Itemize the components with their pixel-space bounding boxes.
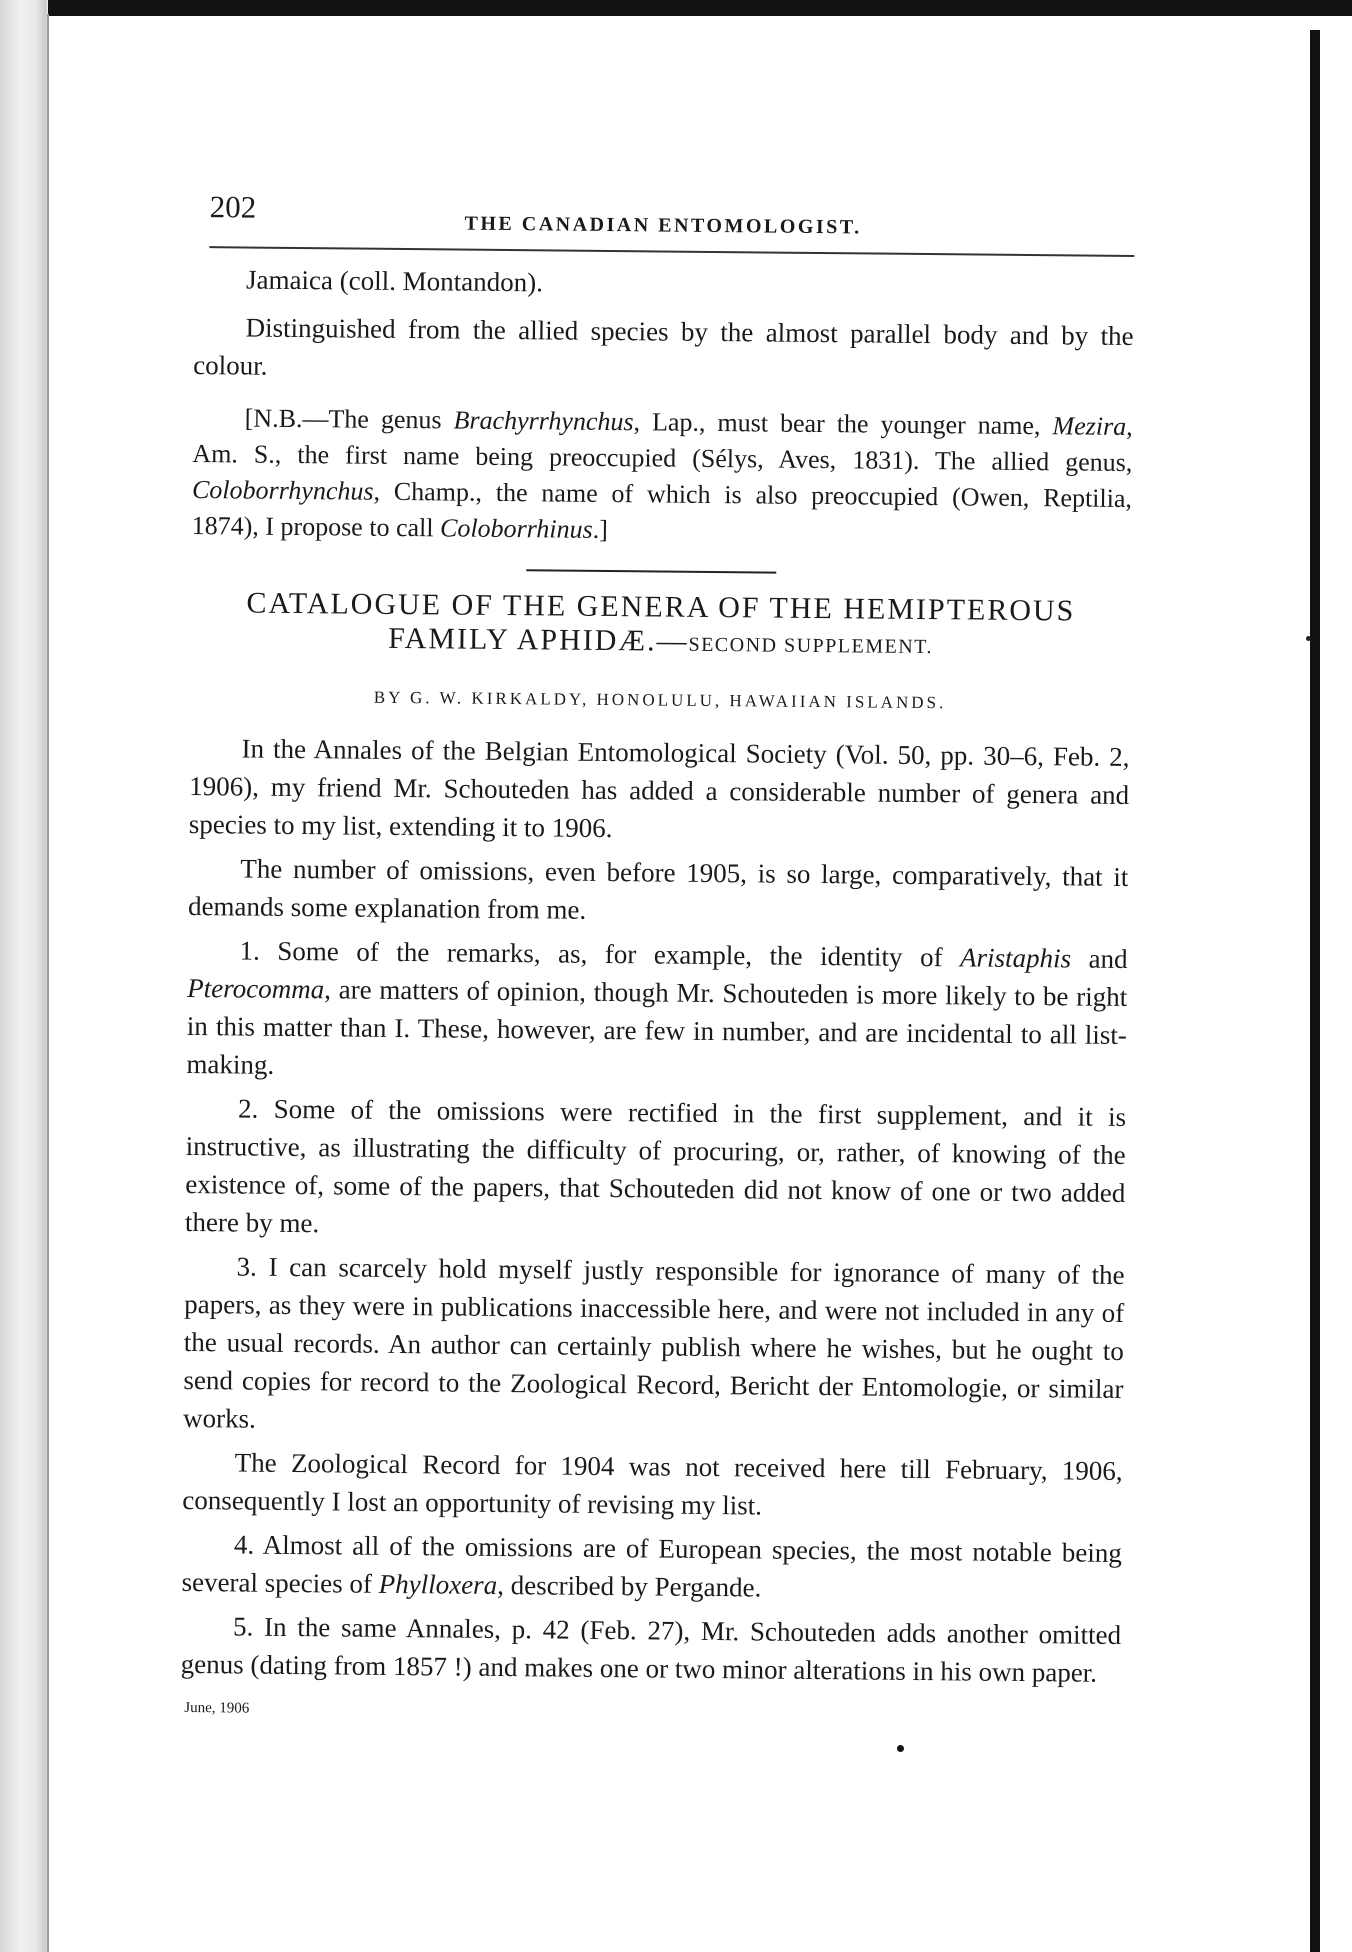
genus-name: Coloborrhynchus — [191, 474, 374, 506]
genus-name: Phylloxera — [378, 1568, 498, 1600]
journal-title: THE CANADIAN ENTOMOLOGIST. — [464, 212, 862, 239]
scan-speck — [1306, 636, 1311, 641]
article-title — [190, 586, 1131, 666]
genus-name: Pterocomma — [187, 972, 325, 1005]
running-head — [209, 180, 1135, 249]
author-byline: BY G. W. KIRKALDY, HONOLULU, HAWAIIAN ISLANDS. — [373, 687, 947, 713]
body-paragraph: The number of omissions, even before 1905, is so large, comparatively, that it demands some explanation from me. — [187, 853, 1129, 925]
body-paragraph: 5. In the same Annales, p. 42 (Feb. 27), Mr. Schouteden adds another omitted genus (dating from 1857 !) and makes one or two minor alterations in his own paper. — [180, 1611, 1122, 1688]
section-divider — [526, 569, 776, 573]
page-number: 202 — [209, 189, 257, 225]
article-title-line-2: FAMILY APHIDÆ.—SECOND SUPPLEMENT. — [388, 621, 934, 659]
article-body — [181, 729, 1130, 1692]
scan-right-border — [1310, 30, 1320, 1952]
nomenclature-note: [N.B.—The genus Brachyrrhynchus, Lap., must bear the younger name, Mezira, Am. S., the first name being preoccupied (Sélys, Aves, 1831). The allied genus, Coloborrhynchus, Champ., the name of which is also preoccupied (Owen, Reptilia, 1874), I propose to call Coloborrhinus.] — [191, 403, 1133, 544]
header-rule — [209, 246, 1134, 257]
genus-name: Aristaphis — [959, 942, 1072, 974]
locality-line: Jamaica (coll. Montandon). — [245, 264, 544, 298]
article-title-line-1: CATALOGUE OF THE GENERA OF THE HEMIPTEROUS — [246, 586, 1076, 628]
genus-name: Coloborrhinus — [439, 513, 593, 544]
scan-right-margin — [1320, 16, 1352, 1952]
issue-date: June, 1906 — [184, 1699, 250, 1717]
body-paragraph: 3. I can scarcely hold myself justly responsible for ignorance of many of the papers, as they were in publications inaccessible here, and were not included in any of the usual records. An author can certainly publish where he wishes, but he ought to send copies for record to the Zoological Record, Bericht der Entomologie, or similar works. — [182, 1251, 1125, 1434]
scan-speck — [897, 1745, 904, 1752]
scan-left-edge-line — [47, 14, 49, 1952]
body-paragraph: In the Annales of the Belgian Entomological Society (Vol. 50, pp. 30–6, Feb. 2, 1906), my friend Mr. Schouteden has added a considerable number of genera and species to my list, extending it to 1906. — [188, 733, 1130, 844]
body-paragraph: 4. Almost all of the omissions are of European species, the most notable being several species of Phylloxera, described by Pergande. — [181, 1529, 1123, 1603]
scan-left-binding-edge — [0, 0, 48, 1952]
genus-name: Brachyrrhynchus — [453, 405, 634, 437]
scan-top-border — [0, 0, 1352, 16]
article-subtitle: SECOND SUPPLEMENT. — [688, 633, 934, 659]
book-page — [180, 180, 1135, 1736]
diagnosis-paragraph: Distinguished from the allied species by the almost parallel body and by the colour. — [193, 312, 1134, 381]
body-paragraph: The Zoological Record for 1904 was not received here till February, 1906, consequently I lost an opportunity of revising my list. — [182, 1447, 1123, 1521]
body-paragraph: 1. Some of the remarks, as, for example, the identity of Aristaphis and Pterocomma, are matters of opinion, though Mr. Schouteden is more likely to be right in this matter than I. These, however, are few in number, and are incidental to all list-making. — [186, 935, 1128, 1080]
body-paragraph: 2. Some of the omissions were rectified in the first supplement, and it is instructive, as illustrating the difficulty of procuring, or, rather, of knowing of the existence of, some of the papers, that Schouteden did not know of one or two added there by me. — [184, 1093, 1127, 1239]
genus-name: Mezira — [1052, 411, 1127, 441]
